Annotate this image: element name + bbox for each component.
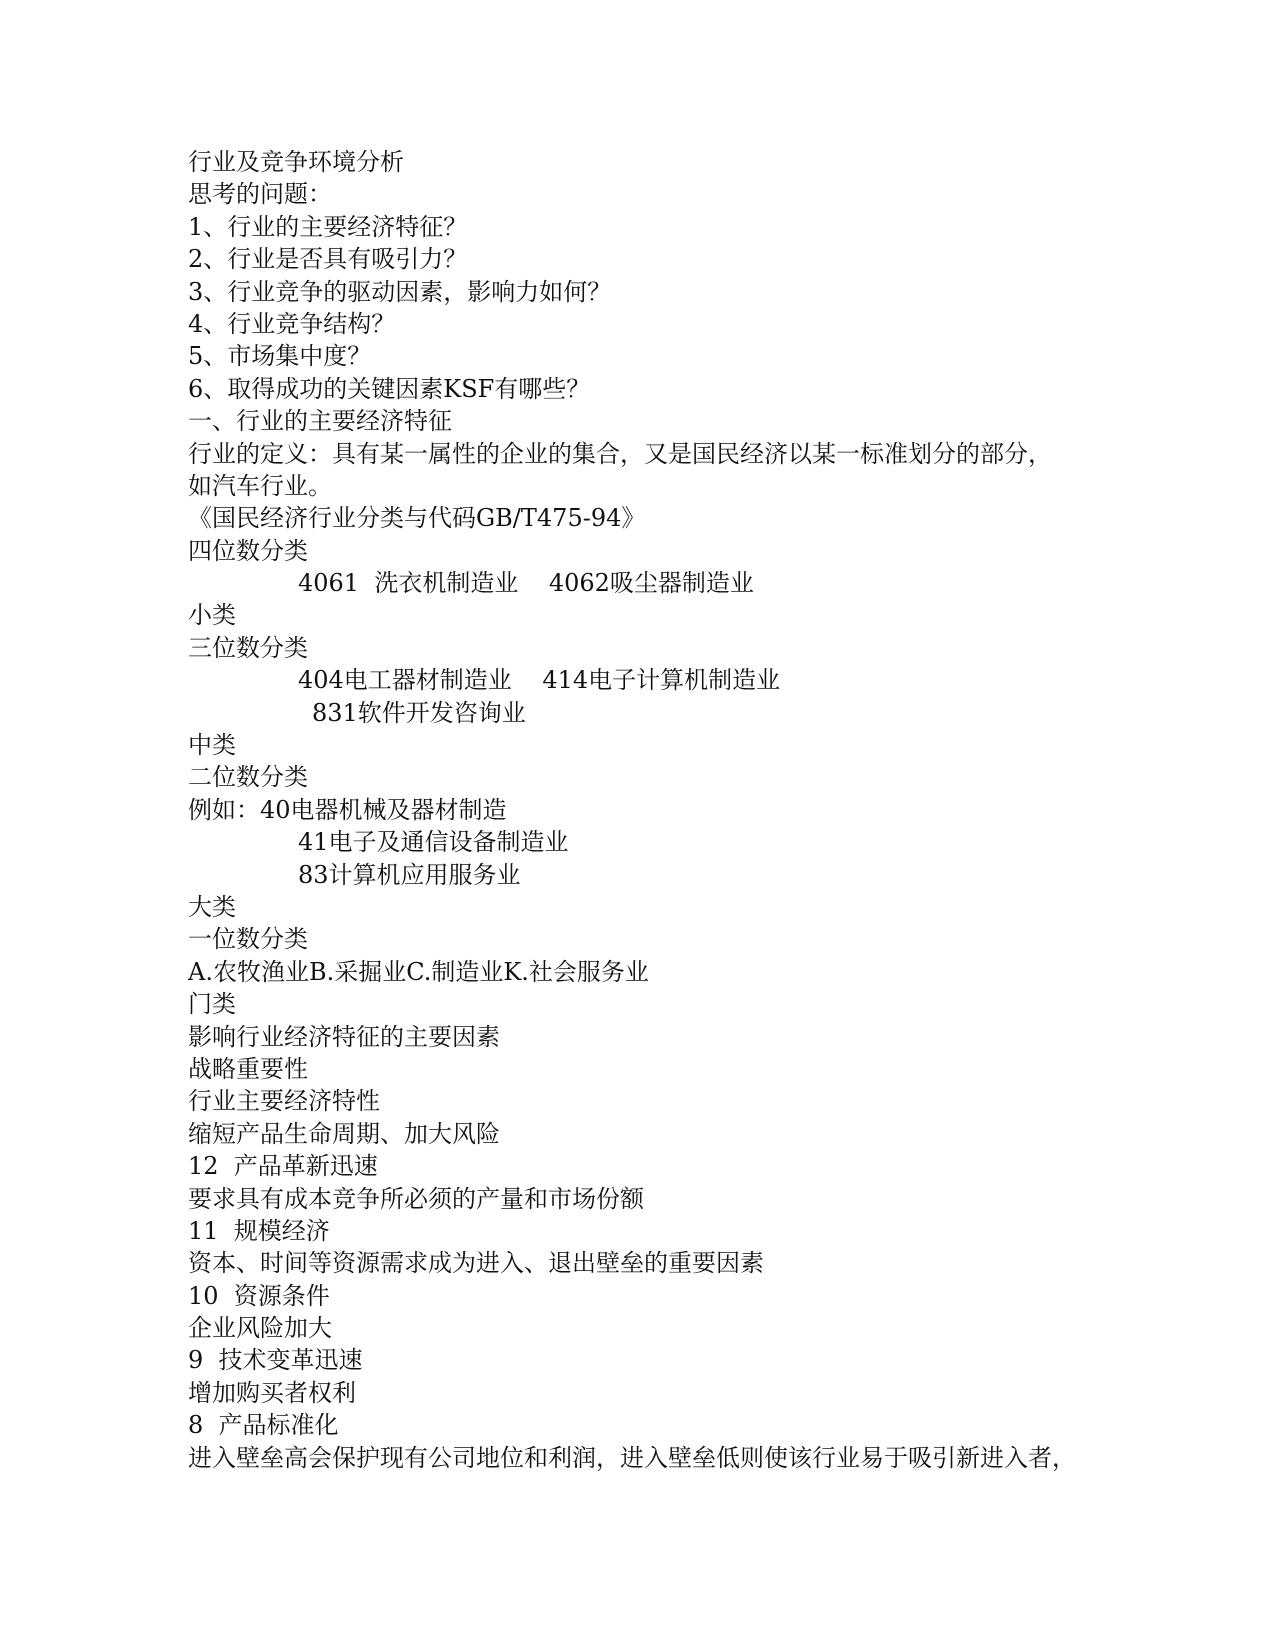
text-line: 门类 [188, 990, 236, 1019]
question-item: 1、行业的主要经济特征？ [188, 212, 468, 241]
text-line: 增加购买者权利 [188, 1378, 356, 1407]
document-title: 行业及竞争环境分析 [188, 148, 404, 176]
section-heading: 一、行业的主要经济特征 [188, 407, 452, 436]
text-line: 10 资源条件 [188, 1281, 330, 1310]
question-item: 5、市场集中度？ [188, 342, 372, 371]
text-line: 4061 洗衣机制造业 4062吸尘器制造业 [298, 569, 754, 598]
text-line: 三位数分类 [188, 633, 308, 662]
text-line: 大类 [188, 892, 236, 921]
text-line: 缩短产品生命周期、加大风险 [188, 1119, 500, 1148]
text-line: 行业的定义：具有某一属性的企业的集合，又是国民经济以某一标准划分的部分， [188, 439, 1052, 468]
text-line: 83计算机应用服务业 [298, 860, 521, 889]
text-line: 一位数分类 [188, 925, 308, 954]
question-item: 6、取得成功的关键因素KSF有哪些？ [188, 374, 591, 403]
text-line: 9 技术变革迅速 [188, 1346, 363, 1375]
document-body [188, 146, 1188, 1474]
text-line: A.农牧渔业B.采掘业C.制造业K.社会服务业 [188, 957, 649, 986]
text-line: 二位数分类 [188, 763, 308, 792]
text-line: 小类 [188, 601, 236, 630]
text-line: 中类 [188, 731, 236, 760]
text-line: 例如：40电器机械及器材制造 [188, 795, 507, 824]
text-line: 11 规模经济 [188, 1216, 330, 1245]
text-line: 进入壁垒高会保护现有公司地位和利润，进入壁垒低则使该行业易于吸引新进入者， [188, 1443, 1076, 1472]
text-line: 要求具有成本竞争所必须的产量和市场份额 [188, 1184, 644, 1213]
text-line: 行业主要经济特性 [188, 1087, 380, 1116]
text-line: 404电工器材制造业 414电子计算机制造业 [298, 666, 781, 695]
text-line: 思考的问题： [188, 180, 332, 209]
text-line: 四位数分类 [188, 536, 308, 565]
text-line: 41电子及通信设备制造业 [298, 828, 569, 857]
text-line: 《国民经济行业分类与代码GB/T475-94》 [188, 504, 646, 533]
text-line: 影响行业经济特征的主要因素 [188, 1022, 500, 1051]
question-item: 2、行业是否具有吸引力？ [188, 245, 468, 274]
question-item: 4、行业竞争结构？ [188, 309, 396, 338]
text-line: 831软件开发咨询业 [312, 698, 526, 727]
text-line: 8 产品标准化 [188, 1411, 339, 1440]
text-line: 如汽车行业。 [188, 471, 332, 500]
text-line: 资本、时间等资源需求成为进入、退出壁垒的重要因素 [188, 1249, 764, 1278]
question-item: 3、行业竞争的驱动因素，影响力如何？ [188, 277, 612, 306]
text-line: 战略重要性 [188, 1054, 308, 1083]
text-line: 12 产品革新迅速 [188, 1152, 378, 1181]
text-line: 企业风险加大 [188, 1314, 332, 1343]
